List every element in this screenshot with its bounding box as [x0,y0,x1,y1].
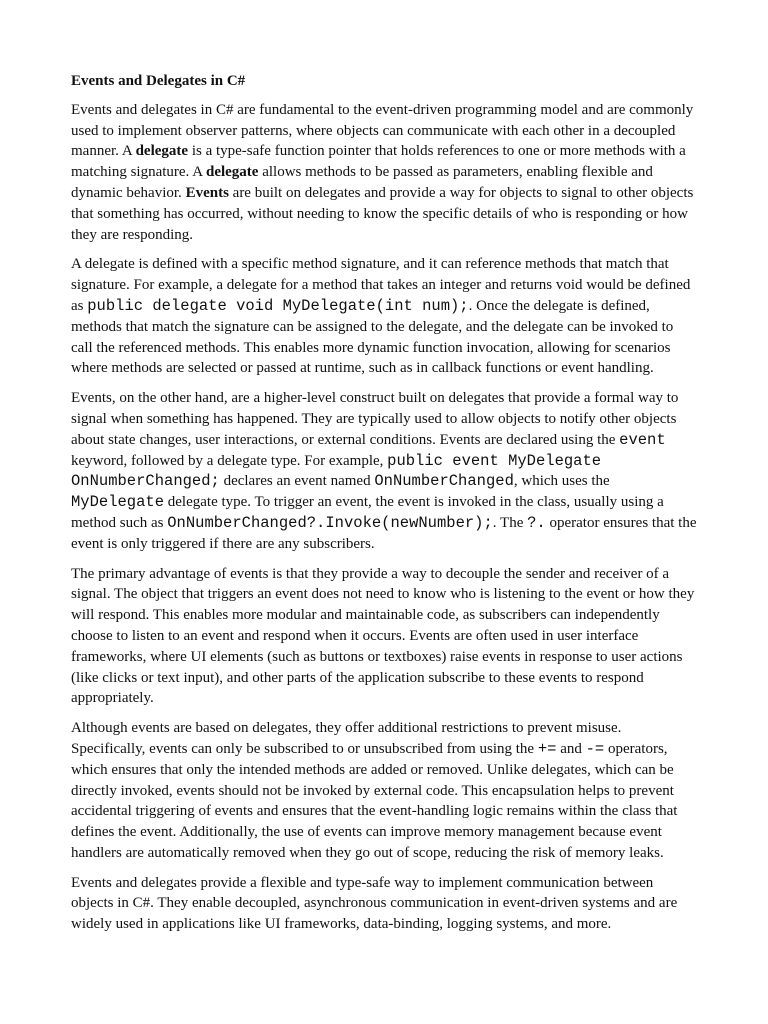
paragraph-text: Events and delegates in C# are fundamental to the event-driven programming model and are commonly used to implement observer patterns, where objects can communicate with each other in a decoupled manner. A [71,101,694,160]
bold-term-delegate: delegate [135,143,189,160]
paragraph-text: Events and delegates provide a flexible and type-safe way to implement communication between objects in C#. They enable decoupled, asynchronous communication in event-driven systems and are widely used in applications like UI frameworks, data-binding, logging systems, and more. [71,874,678,933]
code-snippet: += [537,739,557,758]
paragraph-text: A delegate is defined with a specific method signature, and it can reference methods that match that signature. For example, a delegate for a method that takes an integer and returns void would be defined as [71,256,691,314]
paragraph-text: operator ensures that the event is only triggered if there are any subscribers. [71,514,697,552]
paragraph-text: keyword, followed by a delegate type. For example, [71,452,388,469]
paragraph-text: declares an event named [219,473,375,490]
code-snippet: public delegate void MyDelegate(int num); [87,296,469,315]
document-page [71,71,697,944]
code-snippet: OnNumberChanged?.Invoke(newNumber); [167,513,493,532]
code-snippet: ?. [527,513,546,532]
code-snippet: public event MyDelegate OnNumberChanged; [71,451,602,491]
code-snippet: MyDelegate [71,493,165,512]
paragraph-text: , which uses the [513,473,610,490]
paragraph-text: is a type-safe function pointer that holds references to one or more methods with a matching signature. A [71,143,686,181]
paragraph-text: operators, which ensures that only the intended methods are added or removed. Unlike delegates, which can be directly invoked, events should not be invoked by external code. This encapsulation helps to prevent accidental triggering of events and ensures that the event-handling logic remains within the class that defines the event. Additionally, the use of events can improve memory management because event handlers are automatically removed when they go out of scope, reducing the risk of memory leaks. [71,740,678,861]
bold-term-delegate: delegate [205,164,259,181]
paragraph-intro [71,100,697,246]
document-title: Events and Delegates in C# [71,73,246,89]
paragraph-text: allows methods to be passed as parameters, enabling flexible and dynamic behavior. [71,164,653,201]
paragraph-text: Events, on the other hand, are a higher-level construct built on delegates that provide a formal way to signal when something has happened. They are typically used to allow objects to notify other objects about state changes, user interactions, or external conditions. Events are declared using the [71,390,679,448]
paragraph-text: The primary advantage of events is that they provide a way to decouple the sender and receiver of a signal. The object that triggers an event does not need to know who is listening to the event or how they will respond. This enables more modular and maintainable code, as subscribers can independently choose to listen to an event and respond when it occurs. Events are often used in user interface frameworks, where UI elements (such as buttons or textboxes) raise events in response to user actions (like clicks or text input), and other parts of the application subscribe to these events to respond appropriately. [71,565,695,707]
paragraph-text: are built on delegates and provide a way for objects to signal to other objects that something has occurred, without needing to know the specific details of who is responding or how they are responding. [71,184,694,243]
paragraph-text: delegate type. To trigger an event, the event is invoked in the class, usually using a method such as [71,494,664,531]
paragraph-text: Although events are based on delegates, they offer additional restrictions to prevent misuse. Specifically, events can only be subscribed to or unsubscribed from using the [71,720,622,757]
code-snippet: OnNumberChanged [374,472,514,491]
paragraph-text: and [556,740,586,757]
bold-term-events: Events [185,184,229,201]
paragraph-text: . The [492,514,528,531]
paragraph-restrictions [71,718,697,864]
paragraph-text: . Once the delegate is defined, methods that match the signature can be assigned to the delegate, and the delegate can be invoked to call the referenced methods. This enables more dynamic function invocation, allowing for scenarios where methods are selected or passed at runtime, such as in callback functions or event handling. [71,297,674,377]
paragraph-delegate-definition [71,254,697,379]
paragraph-events-definition [71,388,697,554]
paragraph-advantages [71,564,697,710]
code-snippet: -= [585,739,605,758]
code-snippet: event [619,430,666,449]
paragraph-conclusion [71,873,697,935]
